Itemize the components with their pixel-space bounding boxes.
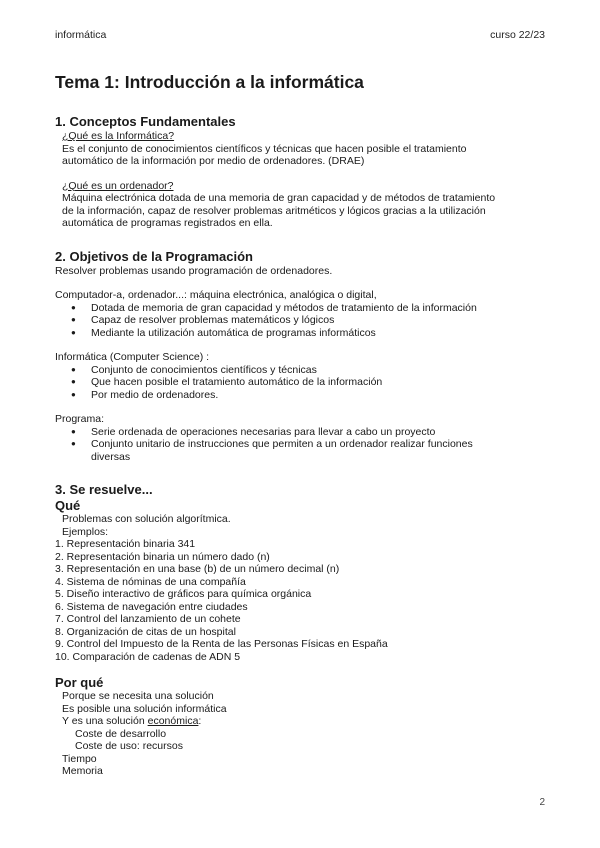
example-item: 3. Representación en una base (b) de un número decimal (n) [55, 563, 340, 575]
list-item: ● Que hacen posible el tratamiento automático de la información [91, 376, 545, 389]
example-item: 10. Comparación de cadenas de ADN 5 [55, 650, 241, 663]
por-que-line-3-prefix: Y es una solución [62, 715, 148, 727]
list-item: ● Mediante la utilización automática de programas informáticos [91, 327, 545, 340]
answer-informatica-line-1: Es el conjunto de conocimientos científicos y técnicas que hacen posible el tratamiento [62, 142, 467, 155]
informatica-list [55, 364, 545, 402]
list-item: ● Conjunto de conocimientos científicos y técnicas [91, 364, 545, 377]
por-que-heading: Por qué [55, 675, 104, 690]
examples-list [55, 538, 545, 663]
question-informatica: ¿Qué es la Informática? [62, 130, 175, 142]
example-item: 9. Control del Impuesto de la Renta de las Personas Físicas en España [55, 638, 388, 650]
example-item: 1. Representación binaria 341 [55, 538, 196, 550]
por-que-line-1: Porque se necesita una solución [62, 690, 214, 702]
example-item: 8. Organización de citas de un hospital [55, 625, 236, 638]
example-item: 4. Sistema de nóminas de una compañía [55, 575, 246, 588]
section-2-intro: Resolver problemas usando programación de ordenadores. [55, 264, 333, 277]
coste-desarrollo: Coste de desarrollo [75, 727, 167, 740]
por-que-line-3 [55, 715, 545, 728]
header-course: curso 22/23 [490, 29, 545, 41]
question-ordenador: ¿Qué es un ordenador? [62, 179, 174, 192]
answer-ordenador-line-1: Máquina electrónica dotada de una memoria de gran capacidad y de métodos de tratamiento [62, 192, 496, 204]
page-title: Tema 1: Introducción a la informática [55, 72, 364, 92]
answer-informatica-line-2: automático de la información por medio de ordenadores. (DRAE) [62, 155, 365, 167]
economica-underlined: económica [147, 715, 199, 727]
que-intro: Problemas con solución algorítmica. [62, 513, 231, 525]
que-heading: Qué [55, 498, 81, 513]
example-item: 2. Representación binaria un número dado (n) [55, 550, 270, 563]
example-item: 7. Control del lanzamiento de un cohete [55, 613, 241, 625]
ejemplos-label: Ejemplos: [62, 525, 109, 538]
tiempo-item: Tiempo [62, 752, 97, 765]
por-que-line-2: Es posible una solución informática [62, 702, 227, 715]
por-que-line-3-suffix: : [198, 715, 202, 727]
example-item: 5. Diseño interactivo de gráficos para química orgánica [55, 588, 312, 600]
answer-ordenador-line-2: de la información, capaz de resolver problemas aritméticos y lógicos gracias a la utilización [62, 204, 486, 217]
programa-list [55, 426, 545, 451]
example-item: 6. Sistema de navegación entre ciudades [55, 600, 248, 613]
informatica-label: Informática (Computer Science) : [55, 351, 210, 363]
list-item: ● Serie ordenada de operaciones necesarias para llevar a cabo un proyecto [91, 426, 545, 439]
computador-list [55, 302, 545, 340]
header-subject: informática [55, 29, 107, 41]
list-item: ● Conjunto unitario de instrucciones que permiten a un ordenador realizar funciones [91, 438, 545, 451]
answer-ordenador-line-3: automática de programas registrados en ella. [62, 217, 273, 229]
section-2-heading: 2. Objetivos de la Programación [55, 248, 253, 264]
programa-item-continuation: diversas [91, 450, 131, 463]
list-item: ● Capaz de resolver problemas matemáticos y lógicos [91, 314, 545, 327]
section-1-heading: 1. Conceptos Fundamentales [55, 114, 236, 129]
programa-label: Programa: [55, 413, 105, 425]
section-3-heading: 3. Se resuelve... [55, 482, 153, 497]
computador-label: Computador-a, ordenador...: máquina electrónica, analógica o digital, [55, 289, 377, 301]
memoria-item: Memoria [62, 765, 103, 777]
document-body [55, 70, 545, 778]
list-item: ● Por medio de ordenadores. [91, 389, 545, 402]
coste-uso: Coste de uso: recursos [75, 740, 183, 752]
page-number: 2 [539, 797, 545, 808]
list-item: ● Dotada de memoria de gran capacidad y métodos de tratamiento de la información [91, 302, 545, 315]
